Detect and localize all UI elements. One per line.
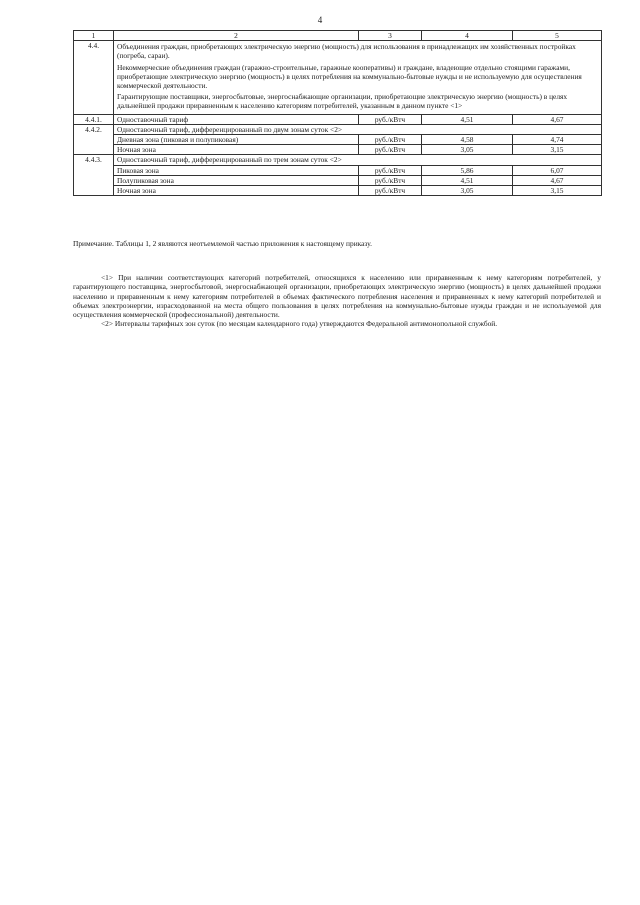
header-cell: 3 bbox=[359, 31, 422, 41]
row-label: Одноставочный тариф bbox=[114, 114, 359, 124]
row-label: Пиковая зона bbox=[114, 165, 359, 175]
row-unit: руб./кВтч bbox=[359, 175, 422, 185]
table-row bbox=[74, 145, 602, 155]
row-unit: руб./кВтч bbox=[359, 186, 422, 196]
row-unit: руб./кВтч bbox=[359, 145, 422, 155]
header-cell: 1 bbox=[74, 31, 114, 41]
table-row bbox=[74, 124, 602, 134]
tariff-table bbox=[73, 30, 602, 196]
section-number: 4.4. bbox=[74, 41, 114, 114]
row-value-1: 4,51 bbox=[422, 114, 513, 124]
table-row bbox=[74, 175, 602, 185]
row-value-1: 3,05 bbox=[422, 186, 513, 196]
section-paragraph: Гарантирующие поставщики, энергосбытовые, энергоснабжающие организации, приобретающие электрическую энергию (мощность) в целях дальнейшей продажи приравненным к населению категориям потребителей, указанным в данном пункте <1> bbox=[117, 92, 568, 111]
row-label: Ночная зона bbox=[114, 186, 359, 196]
header-cell: 4 bbox=[422, 31, 513, 41]
row-label: Одноставочный тариф, дифференцированный по трем зонам суток <2> bbox=[114, 155, 602, 165]
table-note: Примечание. Таблицы 1, 2 являются неотъемлемой частью приложения к настоящему приказу. bbox=[73, 239, 372, 248]
row-value-2: 4,67 bbox=[513, 114, 602, 124]
row-value-2: 3,15 bbox=[513, 145, 602, 155]
table-row bbox=[74, 155, 602, 165]
row-value-2: 3,15 bbox=[513, 186, 602, 196]
row-label: Полупиковая зона bbox=[114, 175, 359, 185]
table-row bbox=[74, 165, 602, 175]
table-row bbox=[74, 114, 602, 124]
footnote-1: <1> При наличии соответствующих категорий потребителей, относящихся к населению или приравненным к нему категориям потребителей, у гарантирующего поставщика, энергосбытовой, энергоснабжающей организации, приобретающих электрическую энергию (мощность) в целях дальнейшей продажи населению и приравненным к нему категориям потребителей в объемах фактического потребления населения и приравненных к нему категорий потребителей и объемах электроэнергии, израсходованной на места общего пользования в целях потребления на коммунально-бытовые нужды граждан и не используемой для осуществления коммерческой (профессиональной) деятельности. bbox=[73, 273, 601, 320]
footnotes bbox=[73, 273, 601, 329]
row-value-1: 4,58 bbox=[422, 135, 513, 145]
table-row bbox=[74, 186, 602, 196]
section-row bbox=[74, 41, 602, 114]
footnote-2: <2> Интервалы тарифных зон суток (по месяцам календарного года) утверждаются Федеральной антимонопольной службой. bbox=[101, 319, 498, 329]
row-value-2: 4,74 bbox=[513, 135, 602, 145]
row-label: Ночная зона bbox=[114, 145, 359, 155]
header-cell: 2 bbox=[114, 31, 359, 41]
row-unit: руб./кВтч bbox=[359, 165, 422, 175]
row-number: 4.4.3. bbox=[74, 155, 114, 196]
row-value-1: 4,51 bbox=[422, 175, 513, 185]
row-value-2: 4,67 bbox=[513, 175, 602, 185]
row-label: Дневная зона (пиковая и полупиковая) bbox=[114, 135, 359, 145]
table-header-row bbox=[74, 31, 602, 41]
section-paragraph: Объединения граждан, приобретающих электрическую энергию (мощность) для использования в принадлежащих им хозяйственных постройках (погреба, сараи). bbox=[117, 42, 576, 61]
page-number: 4 bbox=[317, 15, 323, 25]
row-value-2: 6,07 bbox=[513, 165, 602, 175]
table-row bbox=[74, 135, 602, 145]
row-unit: руб./кВтч bbox=[359, 135, 422, 145]
row-unit: руб./кВтч bbox=[359, 114, 422, 124]
header-cell: 5 bbox=[513, 31, 602, 41]
row-value-1: 3,05 bbox=[422, 145, 513, 155]
row-number: 4.4.1. bbox=[74, 114, 114, 124]
section-description bbox=[114, 41, 602, 114]
row-number: 4.4.2. bbox=[74, 124, 114, 155]
section-paragraph: Некоммерческие объединения граждан (гаражно-строительные, гаражные кооперативы) и граждане, владеющие отдельно стоящими гаражами, приобретающие электрическую энергию (мощность) в целях потребления на коммунально-бытовые нужды и не используемую для осуществления коммерческой деятельности. bbox=[117, 62, 582, 91]
row-value-1: 5,86 bbox=[422, 165, 513, 175]
row-label: Одноставочный тариф, дифференцированный по двум зонам суток <2> bbox=[114, 124, 602, 134]
